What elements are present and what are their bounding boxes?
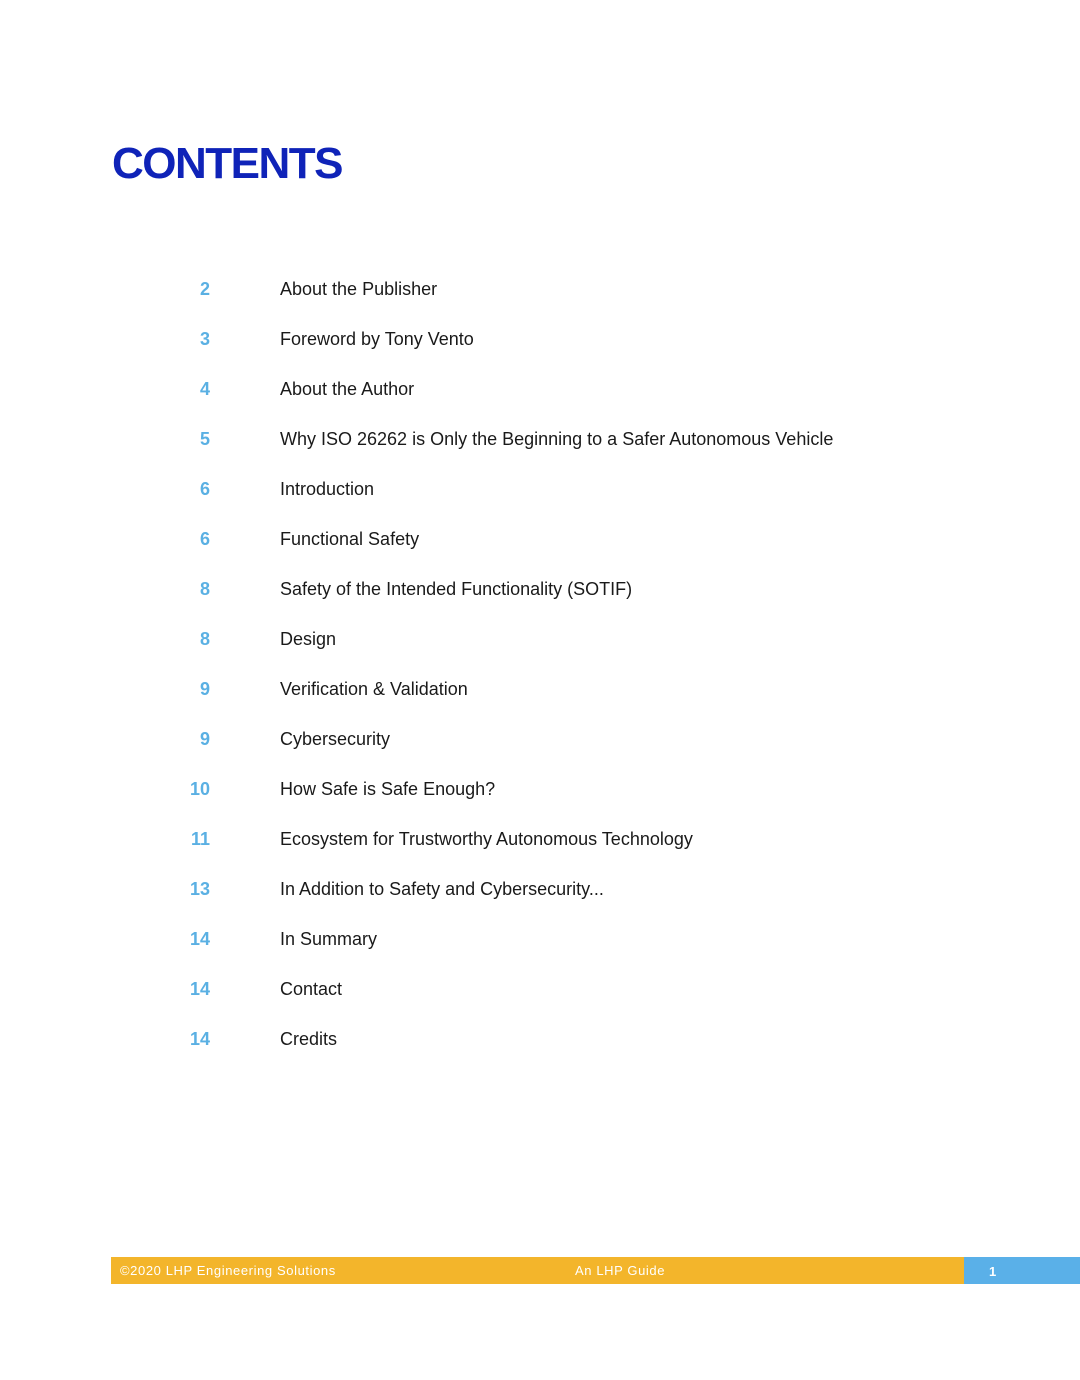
toc-page-number: 14 (189, 1029, 210, 1049)
toc-entry-title: Why ISO 26262 is Only the Beginning to a Safer Autonomous Vehicle (280, 429, 834, 449)
table-of-contents (0, 272, 1080, 1072)
toc-entry[interactable] (0, 872, 1080, 922)
toc-page-number: 14 (189, 929, 210, 949)
toc-entry-title: Safety of the Intended Functionality (SOTIF) (280, 579, 633, 599)
toc-entry[interactable] (0, 522, 1080, 572)
toc-entry[interactable] (0, 322, 1080, 372)
toc-entry[interactable] (0, 822, 1080, 872)
toc-entry-title: Contact (280, 979, 343, 999)
toc-entry-title: How Safe is Safe Enough? (280, 779, 496, 799)
page-title: CONTENTS (112, 139, 342, 188)
toc-entry[interactable] (0, 422, 1080, 472)
toc-entry-title: Credits (280, 1029, 338, 1049)
toc-page-number: 6 (199, 479, 210, 499)
toc-page-number: 2 (199, 279, 210, 299)
toc-entry-title: In Summary (280, 929, 378, 949)
toc-page-number: 6 (199, 529, 210, 549)
toc-entry-title: Introduction (280, 479, 375, 499)
toc-entry[interactable] (0, 572, 1080, 622)
footer-copyright: ©2020 LHP Engineering Solutions (120, 1263, 336, 1278)
toc-entry-title: In Addition to Safety and Cybersecurity... (280, 879, 604, 899)
footer-guide-label: An LHP Guide (575, 1263, 666, 1278)
toc-page-number: 9 (199, 679, 210, 699)
toc-entry[interactable] (0, 722, 1080, 772)
toc-entry-title: Verification & Validation (280, 679, 468, 699)
toc-entry[interactable] (0, 622, 1080, 672)
toc-entry-title: Design (280, 629, 337, 649)
toc-page-number: 8 (199, 579, 210, 599)
toc-entry[interactable] (0, 922, 1080, 972)
toc-page-number: 3 (199, 329, 210, 349)
toc-page-number: 13 (189, 879, 210, 899)
toc-page-number: 4 (199, 379, 210, 399)
footer-page-number: 1 (989, 1264, 997, 1279)
toc-entry[interactable] (0, 972, 1080, 1022)
toc-entry[interactable] (0, 472, 1080, 522)
footer-bar (111, 1257, 964, 1284)
footer-page-box (964, 1257, 1080, 1284)
toc-entry[interactable] (0, 272, 1080, 322)
toc-entry-title: Functional Safety (280, 529, 420, 549)
toc-entry[interactable] (0, 772, 1080, 822)
toc-entry-title: Foreword by Tony Vento (280, 329, 474, 349)
toc-entry-title: Cybersecurity (280, 729, 391, 749)
toc-page-number: 11 (190, 829, 210, 849)
toc-page-number: 14 (189, 979, 210, 999)
toc-page-number: 5 (199, 429, 210, 449)
toc-page-number: 8 (199, 629, 210, 649)
toc-entry-title: About the Publisher (280, 279, 438, 299)
toc-entry-title: Ecosystem for Trustworthy Autonomous Technology (280, 829, 693, 849)
toc-entry[interactable] (0, 1022, 1080, 1072)
toc-page-number: 9 (199, 729, 210, 749)
toc-entry[interactable] (0, 372, 1080, 422)
toc-page-number: 10 (189, 779, 210, 799)
toc-entry[interactable] (0, 672, 1080, 722)
toc-entry-title: About the Author (280, 379, 415, 399)
